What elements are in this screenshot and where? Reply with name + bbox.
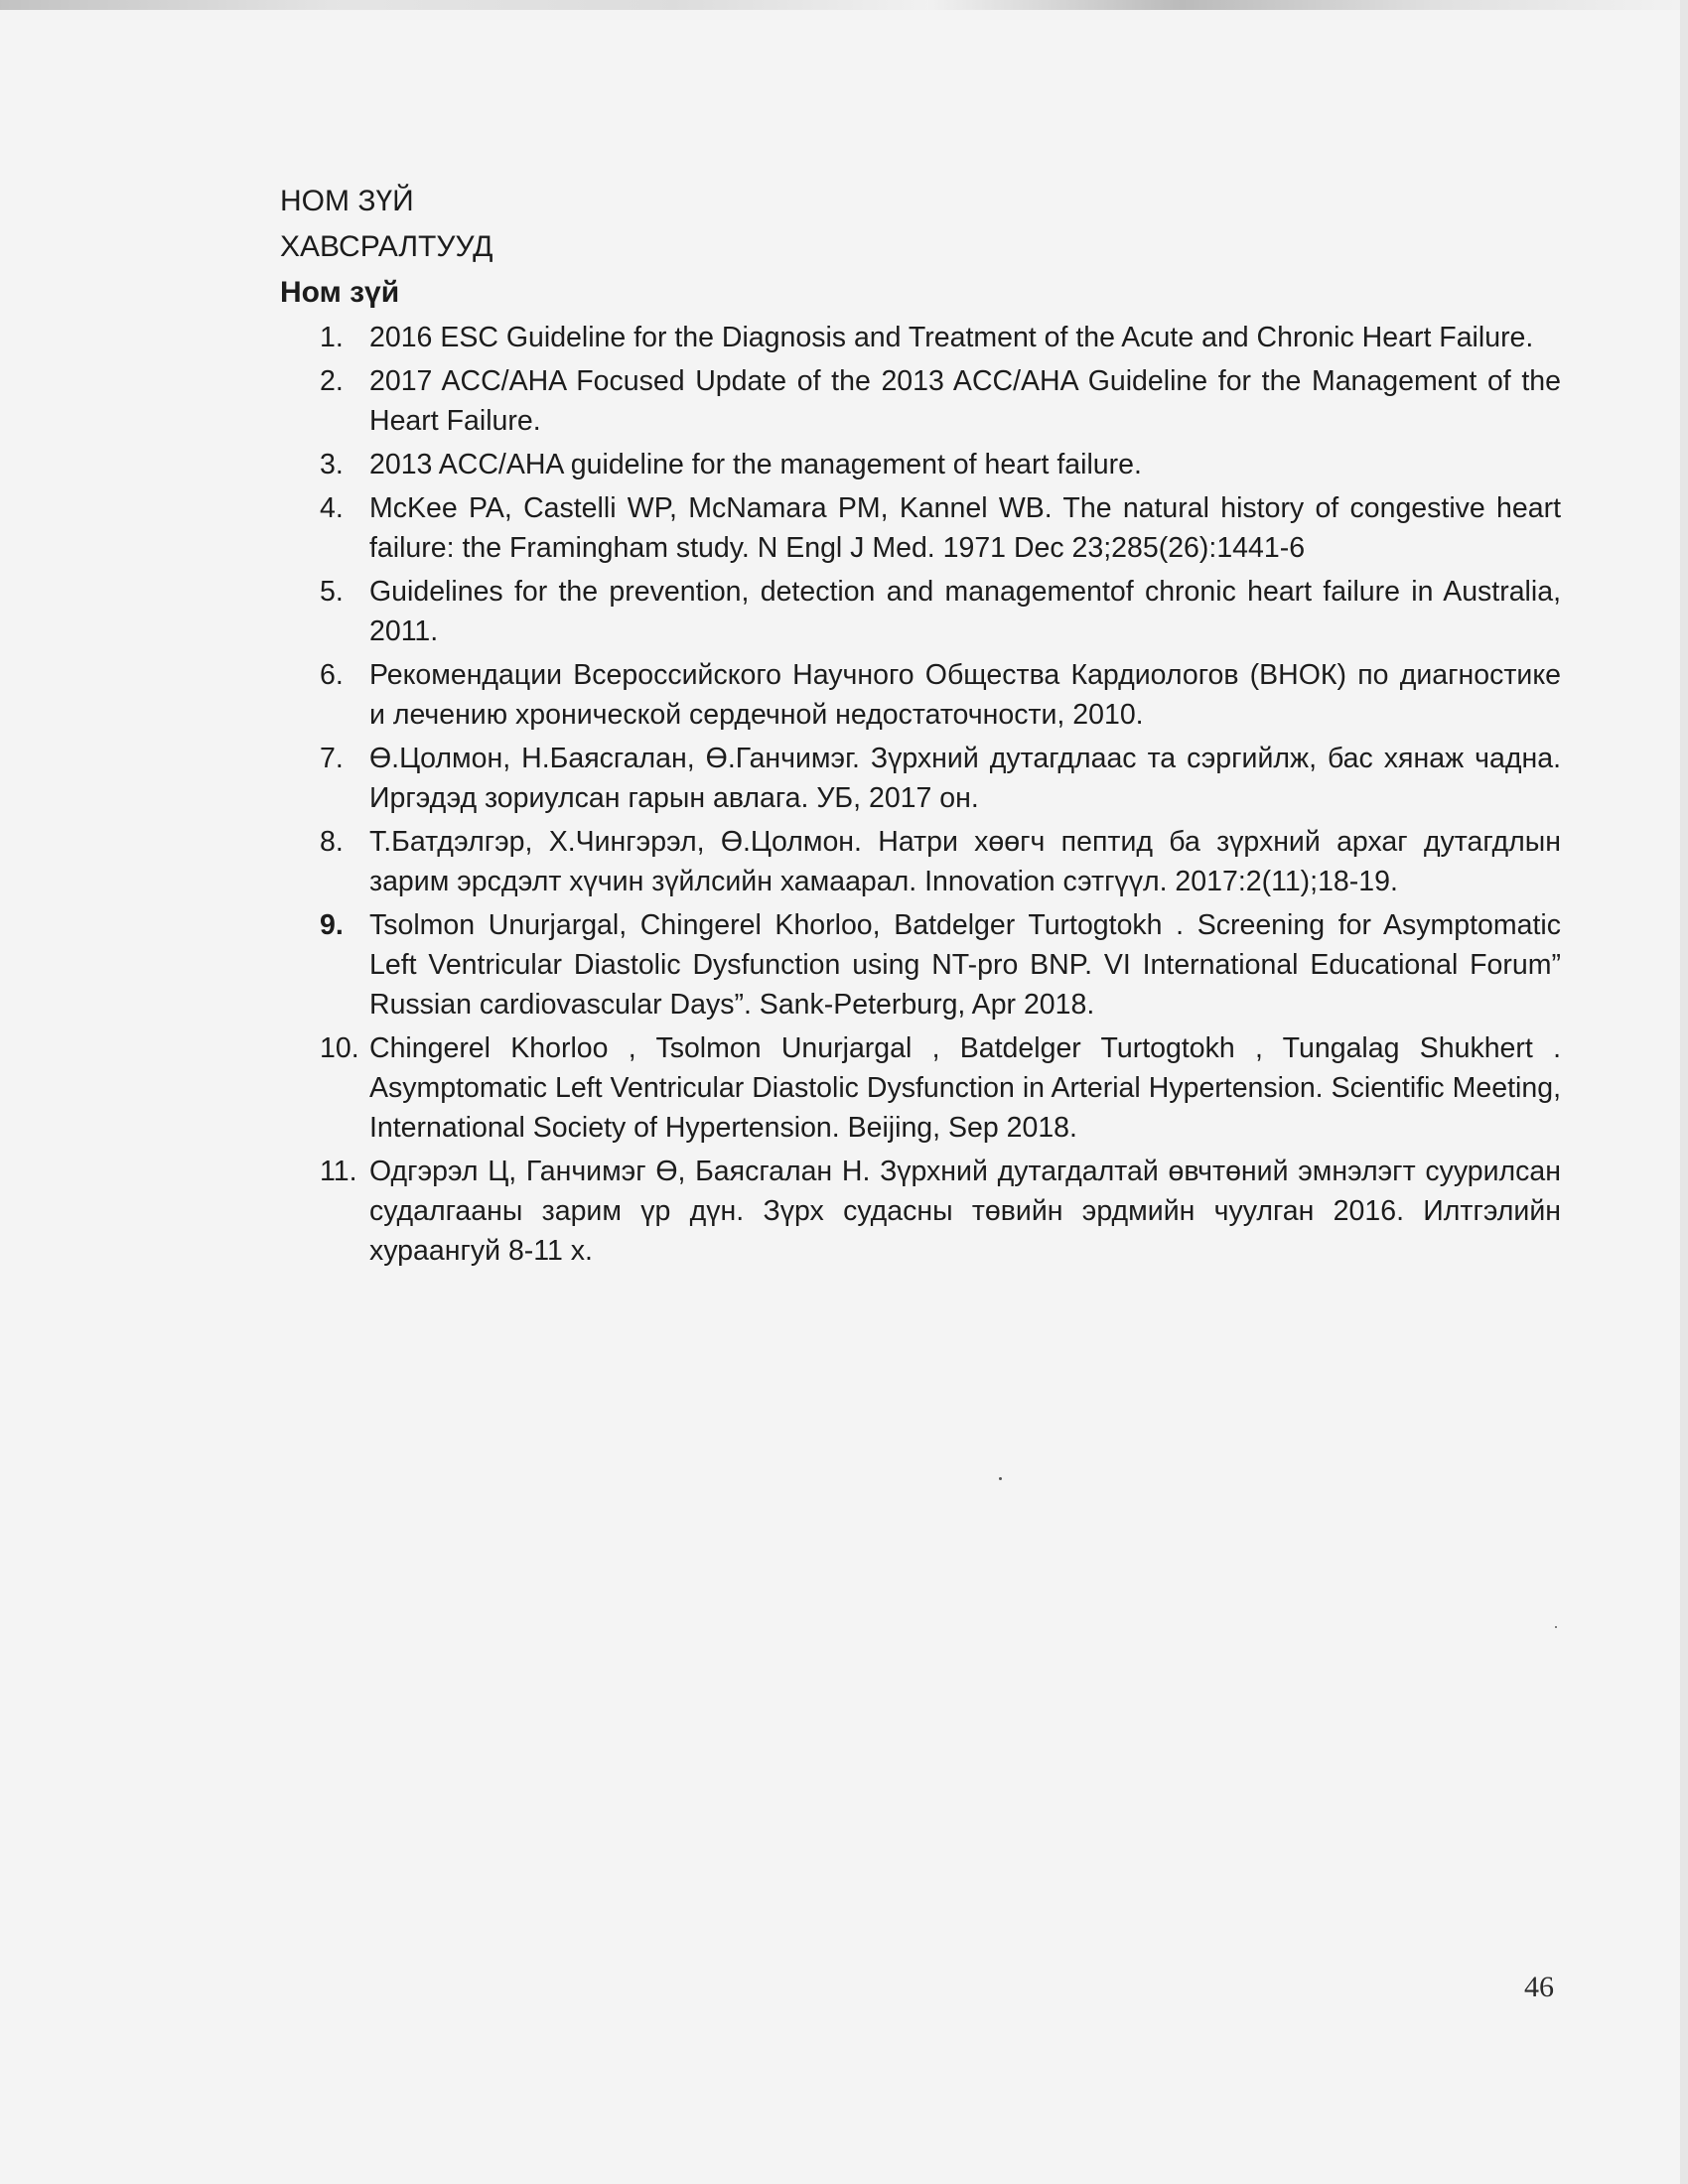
page-number: 46: [1524, 1971, 1554, 2003]
reference-number: 5.: [320, 576, 344, 608]
section-title: НОМ ЗҮЙ: [280, 185, 414, 217]
scan-edge-top: [0, 0, 1688, 10]
reference-text: McKee PA, Castelli WP, McNamara PM, Kannel WB. The natural history of congestive heart failure: the Framingham study. N Engl J Med. 1971 Dec 23;285(26):1441-6: [369, 492, 1561, 564]
reference-number: 9.: [320, 909, 344, 941]
bibliography-title: Ном зүй: [280, 276, 400, 309]
reference-item: [280, 445, 1561, 484]
reference-item: [280, 488, 1561, 568]
reference-item: [280, 572, 1561, 651]
reference-text: 2016 ESC Guideline for the Diagnosis and Treatment of the Acute and Chronic Heart Failure.: [369, 322, 1534, 353]
reference-number: 1.: [320, 322, 344, 353]
scan-speck: [999, 1477, 1002, 1480]
reference-item: [280, 739, 1561, 818]
reference-number: 2.: [320, 365, 344, 397]
reference-text: Рекомендации Всероссийского Научного Общества Кардиологов (ВНОК) по диагностике и лечению хронической сердечной недостаточности, 2010.: [369, 659, 1561, 731]
reference-list: [280, 318, 1561, 1271]
reference-item: [280, 1152, 1561, 1271]
reference-text: Ө.Цолмон, Н.Баясгалан, Ө.Ганчимэг. Зүрхний дутагдлаас та сэргийлж, бас хянаж чадна. Иргэдэд зориулсан гарын авлага. УБ, 2017 он.: [369, 743, 1561, 814]
reference-text: 2017 ACC/AHA Focused Update of the 2013 ACC/AHA Guideline for the Management of the Heart Failure.: [369, 365, 1561, 437]
reference-text: Т.Батдэлгэр, Х.Чингэрэл, Ө.Цолмон. Натри хөөгч пептид ба зүрхний архаг дутагдлын зарим эрсдэлт хүчин зүйлсийн хамаарал. Innovation сэтгүүл. 2017:2(11);18-19.: [369, 826, 1561, 897]
reference-item: [280, 905, 1561, 1024]
scan-speck: [1555, 1626, 1557, 1628]
reference-number: 6.: [320, 659, 344, 691]
reference-item: [280, 1028, 1561, 1148]
reference-number: 4.: [320, 492, 344, 524]
reference-number: 8.: [320, 826, 344, 858]
reference-item: [280, 318, 1561, 357]
reference-item: [280, 361, 1561, 441]
page-content: [280, 179, 1561, 1275]
appendix-title: ХАВСРАЛТУУД: [280, 230, 493, 263]
reference-number: 3.: [320, 449, 344, 480]
reference-number: 11.: [320, 1156, 357, 1187]
reference-text: Одгэрэл Ц, Ганчимэг Ө, Баясгалан Н. Зүрхний дутагдалтай өвчтөний эмнэлэгт суурилсан судалгааны зарим үр дүн. Зүрх судасны төвийн эрдмийн чуулган 2016. Илтгэлийн хураангуй 8-11 х.: [369, 1156, 1561, 1267]
reference-item: [280, 822, 1561, 901]
scan-edge-right: [1680, 0, 1688, 2184]
reference-number: 7.: [320, 743, 344, 774]
reference-text: Tsolmon Unurjargal, Chingerel Khorloo, Batdelger Turtogtokh . Screening for Asymptomatic Left Ventricular Diastolic Dysfunction using NT-pro BNP. VI International Educational Forum” Russian cardiovascular Days”. Sank-Peterburg, Apr 2018.: [369, 909, 1561, 1021]
reference-text: Guidelines for the prevention, detection and managementof chronic heart failure in Australia, 2011.: [369, 576, 1561, 647]
reference-text: 2013 ACC/AHA guideline for the management of heart failure.: [369, 449, 1142, 480]
reference-number: 10.: [320, 1032, 359, 1064]
reference-text: Chingerel Khorloo , Tsolmon Unurjargal , Batdelger Turtogtokh , Tungalag Shukhert . Asymptomatic Left Ventricular Diastolic Dysfunction in Arterial Hypertension. Scientific Meeting, International Society of Hypertension. Beijing, Sep 2018.: [369, 1032, 1561, 1144]
reference-item: [280, 655, 1561, 735]
